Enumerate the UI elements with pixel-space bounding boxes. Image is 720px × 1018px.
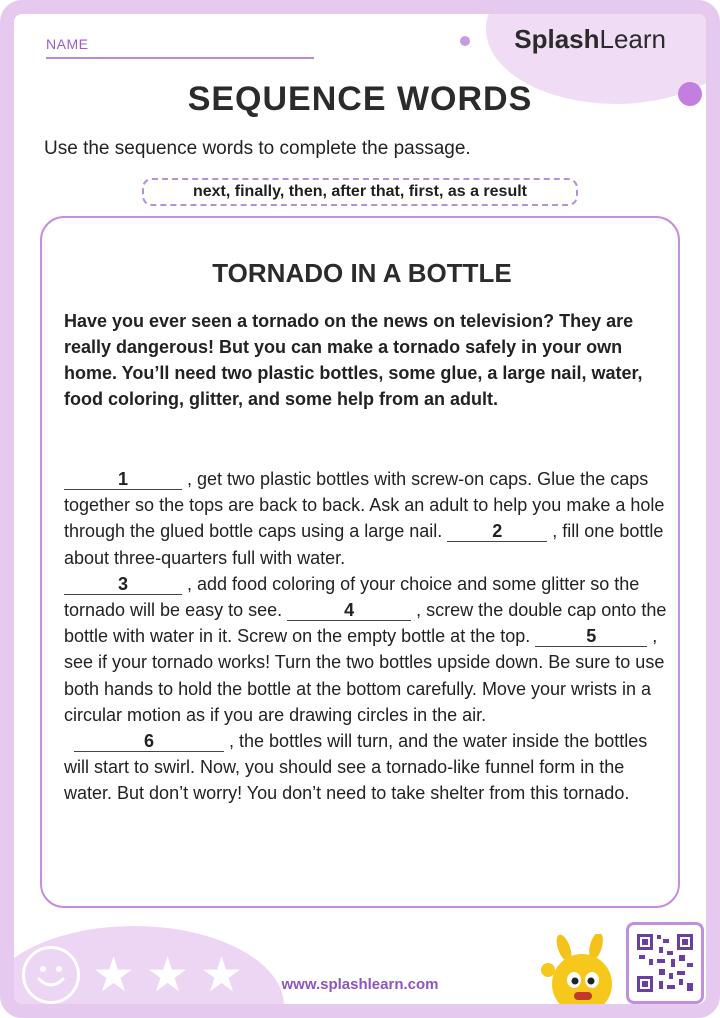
- qr-code-icon: [626, 922, 704, 1004]
- blank-6[interactable]: 6: [74, 731, 224, 752]
- brand-learn: Learn: [599, 24, 666, 54]
- passage-intro: Have you ever seen a tornado on the news on television? They are really dangerous! But you can make a tornado safely in your own home. You’ll need two plastic bottles, some glue, a large nail, water, food coloring, glitter, and some help from an adult.: [64, 311, 643, 409]
- blank-2[interactable]: 2: [447, 521, 547, 542]
- passage-body: [64, 466, 668, 807]
- page-title: SEQUENCE WORDS: [187, 80, 533, 118]
- blank-1[interactable]: 1: [64, 469, 182, 490]
- blank-4[interactable]: 4: [287, 600, 411, 621]
- passage-segment-5: , see if your tornado works! Turn the two bottles upside down. Be sure to use both hands to hold the bottle at the bottom carefully. Move your wrists in a circular motion as if you are drawing circles in the air.: [64, 626, 665, 725]
- star-icon: ★: [92, 949, 136, 1002]
- name-line[interactable]: [46, 57, 314, 59]
- passage-segment-2: , fill one bottle about three-quarters full with water.: [64, 521, 664, 568]
- passage-segment-4: , screw the double cap onto the bottle with water in it. Screw on the empty bottle at the top.: [64, 600, 667, 647]
- passage-segment-3: , add food coloring of your choice and some glitter so the tornado will be easy to see.: [64, 573, 640, 621]
- smiley-icon: [22, 946, 80, 1004]
- passage-title: TORNADO IN A BOTTLE: [212, 258, 512, 288]
- mascot-icon: [538, 934, 628, 1014]
- star-icon: ★: [146, 949, 190, 1002]
- decorative-dot: [460, 36, 470, 46]
- instructions: Use the sequence words to complete the passage.: [44, 138, 471, 159]
- splashlearn-logo: [514, 24, 666, 55]
- star-icon: ★: [200, 949, 244, 1002]
- blank-3[interactable]: 3: [64, 574, 182, 595]
- passage-card: [40, 216, 680, 908]
- blank-5[interactable]: 5: [535, 626, 647, 647]
- footer-url[interactable]: www.splashlearn.com: [281, 976, 439, 993]
- word-bank: next, finally, then, after that, first, as a result: [142, 178, 578, 206]
- name-label: NAME: [46, 36, 89, 52]
- passage-segment-1: , get two plastic bottles with screw-on caps. Glue the caps together so the tops are back to back. Ask an adult to help you make a hole through the glued bottle caps using a large nail.: [64, 469, 665, 542]
- passage-segment-6: , the bottles will turn, and the water inside the bottles will start to swirl. Now, you should see a tornado-like funnel form in the water. But don’t worry! You don’t need to take shelter from this tornado.: [64, 731, 648, 804]
- brand-splash: Splash: [514, 24, 600, 54]
